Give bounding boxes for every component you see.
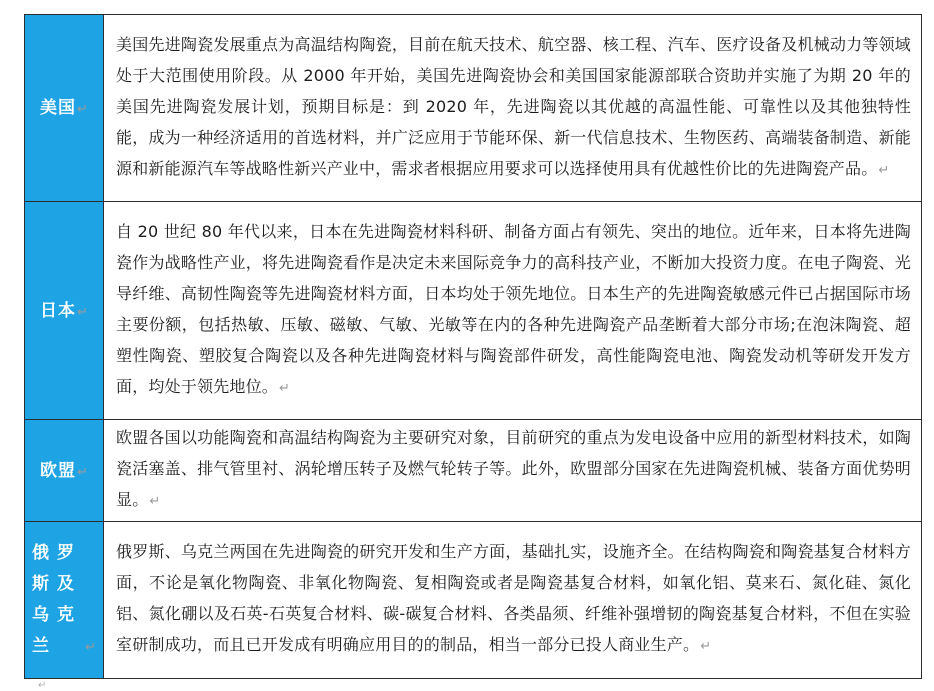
end-paragraph-mark-icon: ↵ xyxy=(38,680,47,691)
row-content-cell xyxy=(104,202,922,420)
row-label-cell xyxy=(25,420,104,522)
paragraph-mark-icon: ↵ xyxy=(77,102,88,117)
row-label: 美国 xyxy=(40,98,77,118)
row-text: 俄罗斯、乌克兰两国在先进陶瓷的研究开发和生产方面，基础扎实，设施齐全。在结构陶瓷和陶瓷基复合材料方面，不论是氧化物陶瓷、非氧化物陶瓷、复相陶瓷或者是陶瓷基复合材料，如氧化铝、莫来石、氮化硅、氮化铝、氮化硼以及石英-石英复合材料、碳-碳复合材料、各类晶须、纤维补强增韧的陶瓷基复合材料，不但在实验室研制成功，而且已开发成有明确应用目的的制品，相当一部分已投人商业生产。 xyxy=(116,542,911,654)
country-comparison-table xyxy=(24,14,922,679)
row-label-cell xyxy=(25,522,104,679)
row-content-cell xyxy=(104,522,922,679)
table-row-eu xyxy=(25,420,922,522)
row-content-cell xyxy=(104,420,922,522)
row-label-cell xyxy=(25,202,104,420)
row-label-cell xyxy=(25,15,104,202)
paragraph-mark-icon: ↵ xyxy=(77,464,88,480)
table-row-japan xyxy=(25,202,922,420)
row-label: 俄罗斯及乌克兰 xyxy=(32,543,83,656)
paragraph-mark-icon: ↵ xyxy=(878,162,890,178)
row-content-cell xyxy=(104,15,922,202)
paragraph-mark-icon: ↵ xyxy=(85,640,96,655)
paragraph-mark-icon: ↵ xyxy=(700,639,712,654)
row-text: 美国先进陶瓷发展重点为高温结构陶瓷，目前在航天技术、航空器、核工程、汽车、医疗设备及机械动力等领域处于大范围使用阶段。从 2000 年开始，美国先进陶瓷协会和美国国家能源部联合资助并实施了为期 20 年的美国先进陶瓷发展计划，预期目标是：到 2020 年，先进陶瓷以其优越的高温性能、可靠性以及其他独特性能，成为一种经济适用的首选材料，并广泛应用于节能环保、新一代信息技术、生物医药、高端装备制造、新能源和新能源汽车等战略性新兴产业中，需求者根据应用要求可以选择使用具有优越性价比的先进陶瓷产品。 xyxy=(116,34,911,178)
paragraph-mark-icon: ↵ xyxy=(279,380,291,396)
row-label: 日本 xyxy=(40,300,77,321)
row-text: 欧盟各国以功能陶瓷和高温结构陶瓷为主要研究对象，目前研究的重点为发电设备中应用的新型材料技术，如陶瓷活塞盖、排气管里衬、涡轮增压转子及燃气轮转子等。此外，欧盟部分国家在先进陶瓷机械、装备方面优势明显。 xyxy=(116,428,911,509)
table-row-usa xyxy=(25,15,922,202)
table-row-russia-ukraine xyxy=(25,522,922,679)
paragraph-mark-icon: ↵ xyxy=(149,494,161,509)
row-label: 欧盟 xyxy=(40,460,77,481)
paragraph-mark-icon: ↵ xyxy=(77,304,88,320)
row-text: 自 20 世纪 80 年代以来，日本在先进陶瓷材料科研、制备方面占有领先、突出的地位。近年来，日本将先进陶瓷作为战略性产业，将先进陶瓷看作是决定未来国际竞争力的高科技产业，不断加大投资力度。在电子陶瓷、光导纤维、高韧性陶瓷等先进陶瓷材料方面，日本均处于领先地位。日本生产的先进陶瓷敏感元件已占据国际市场主要份额，包括热敏、压敏、磁敏、气敏、光敏等在内的各种先进陶瓷产品垄断着大部分市场;在泡沫陶瓷、超塑性陶瓷、塑胶复合陶瓷以及各种先进陶瓷材料与陶瓷部件研发，高性能陶瓷电池、陶瓷发动机等研发开发方面，均处于领先地位。 xyxy=(116,221,911,396)
